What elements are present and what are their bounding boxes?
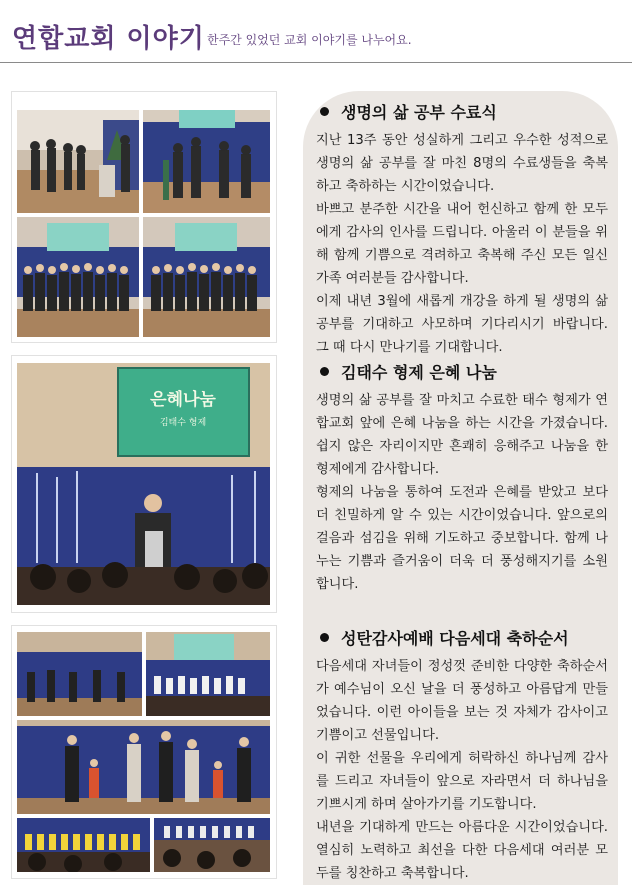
section-paragraph: 다음세대 자녀들이 정성껏 준비한 다양한 축하순서가 예수님이 오신 날을 더 풍성하고 아름답게 만들었습니다. 이런 아이들을 보는 것 자체가 감사이고 기쁨이고 선물입니다. <box>316 659 608 743</box>
screen-subtitle: 김태수 형제 <box>159 418 207 428</box>
section-paragraph: 바쁘고 분주한 시간을 내어 헌신하고 함께 한 모두에게 감사의 인사를 드립니다. 아울러 이 분들을 위해 함께 기쁨으로 격려하고 축복해 주신 모든 일신 가족 여러분들 감사합니다. <box>316 202 608 286</box>
section-title: 성탄감사예배 다음세대 축하순서 <box>316 626 608 649</box>
photo-christmas-4 <box>17 818 150 872</box>
photo-christmas-5 <box>154 818 270 872</box>
section-graduation <box>316 100 608 359</box>
section-paragraph: 이제 내년 3월에 새롭게 개강을 하게 될 생명의 삶 공부를 기대하고 사모하며 기다리시기 바랍니다. 그 때 다시 만나기를 기대합니다. <box>316 294 608 355</box>
photo-testimony <box>17 363 270 605</box>
section-paragraph: 내년을 기대하게 만드는 아름다운 시간이었습니다. 열심히 노력하고 최선을 다한 다음세대 여러분 모두를 칭찬하고 축복합니다. <box>316 820 608 881</box>
photo-graduation-2 <box>143 110 270 213</box>
photo-graduation-4 <box>143 217 270 337</box>
section-title: 김태수 형제 은혜 나눔 <box>316 360 608 383</box>
page-header <box>0 0 632 64</box>
section-title: 생명의 삶 공부 수료식 <box>316 100 608 123</box>
photo-christmas-3 <box>17 720 270 814</box>
photo-christmas-1 <box>17 632 142 716</box>
section-testimony <box>316 360 608 596</box>
section-paragraph: 형제의 나눔을 통하여 도전과 은혜를 받았고 보다 더 친밀하게 알 수 있는 시간이었습니다. 앞으로의 걸음과 섬김을 위해 기도하고 중보합니다. 함께 나누는 기쁨과 즐거움이 더욱 더 풍성해지기를 소원합니다. <box>316 485 608 592</box>
photo-collage-christmas <box>11 625 277 879</box>
photo-graduation-1 <box>17 110 139 213</box>
page-title: 연합교회 이야기 <box>12 24 205 54</box>
section-paragraph: 지난 13주 동안 성실하게 그리고 우수한 성적으로 생명의 삶 공부를 잘 마친 8명의 수료생들을 축복하고 축하하는 시간이었습니다. <box>316 133 608 194</box>
photo-frame-testimony <box>11 355 277 613</box>
bullet-icon <box>320 107 329 116</box>
bullet-icon <box>320 633 329 642</box>
photo-christmas-2 <box>146 632 270 716</box>
photo-graduation-3 <box>17 217 139 337</box>
section-christmas <box>316 626 608 885</box>
page-subtitle: 한주간 있었던 교회 이야기를 나누어요. <box>207 33 412 47</box>
bullet-icon <box>320 367 329 376</box>
photo-collage-graduation <box>11 91 277 343</box>
section-paragraph: 이 귀한 선물을 우리에게 허락하신 하나님께 감사를 드리고 자녀들이 앞으로 자라면서 더 하나님을 기쁘시게 하며 살아가기를 기도합니다. <box>316 751 608 812</box>
header-divider <box>0 62 632 63</box>
section-paragraph: 생명의 삶 공부를 잘 마치고 수료한 태수 형제가 연합교회 앞에 은혜 나눔을 하는 시간을 가졌습니다. 쉽지 않은 자리이지만 흔쾌히 응해주고 나눔을 한 형제에게 감사합니다. <box>316 393 608 477</box>
screen-title: 은혜나눔 <box>150 390 216 410</box>
